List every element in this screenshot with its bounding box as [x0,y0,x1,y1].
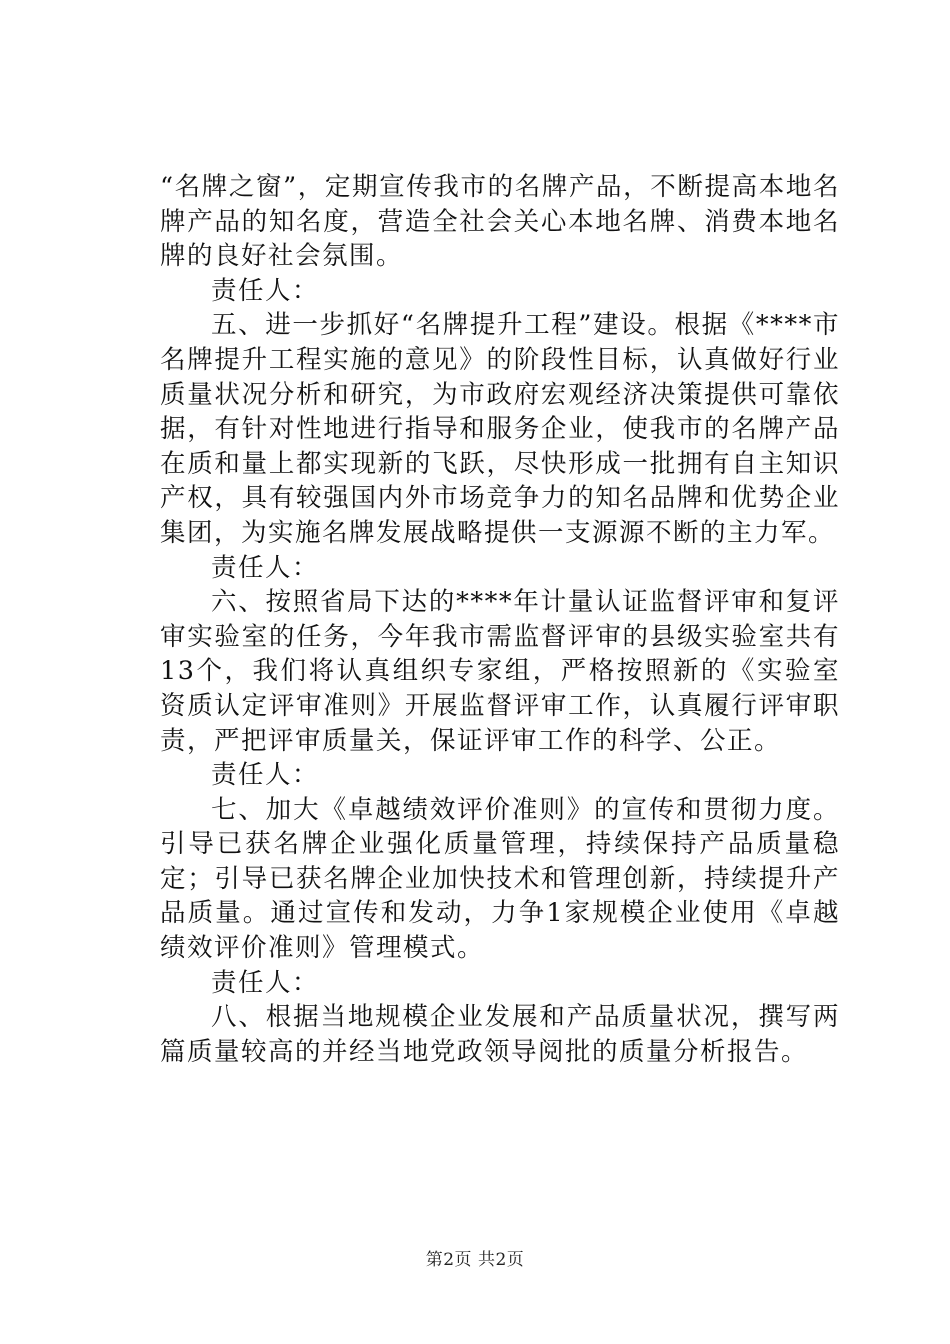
paragraph-item-five: 五、进一步抓好“名牌提升工程”建设。根据《****市名牌提升工程实施的意见》的阶段性目标，认真做好行业质量状况分析和研究，为市政府宏观经济决策提供可靠依据，有针对性地进行指导和服务企业，使我市的名牌产品在质和量上都实现新的飞跃，尽快形成一批拥有自主知识产权，具有较强国内外市场竞争力的知名品牌和优势企业集团，为实施名牌发展战略提供一支源源不断的主力军。 [160,310,840,548]
paragraph-item-six: 六、按照省局下达的****年计量认证监督评审和复评审实验室的任务，今年我市需监督评审的县级实验室共有13个，我们将认真组织专家组，严格按照新的《实验室资质认定评审准则》开展监督评审工作，认真履行评审职责，严把评审质量关，保证评审工作的科学、公正。 [160,587,840,756]
paragraph-brand-window: “名牌之窗”，定期宣传我市的名牌产品，不断提高本地名牌产品的知名度，营造全社会关心本地名牌、消费本地名牌的良好社会氛围。 [160,172,840,272]
responsible-person-label: 责任人： [211,967,320,998]
page-number-footer: 第2页 共2页 [425,1250,525,1270]
paragraph-item-eight: 八、根据当地规模企业发展和产品质量状况，撰写两篇质量较高的并经当地党政领导阅批的质量分析报告。 [160,1002,840,1067]
responsible-person-label: 责任人： [211,275,320,306]
paragraph-item-seven: 七、加大《卓越绩效评价准则》的宣传和贯彻力度。引导已获名牌企业强化质量管理，持续保持产品质量稳定；引导已获名牌企业加快技术和管理创新，持续提升产品质量。通过宣传和发动，力争1家规模企业使用《卓越绩效评价准则》管理模式。 [160,794,840,964]
responsible-person-label: 责任人： [211,552,320,583]
responsible-person-label: 责任人： [211,760,320,791]
document-body [160,170,840,1069]
